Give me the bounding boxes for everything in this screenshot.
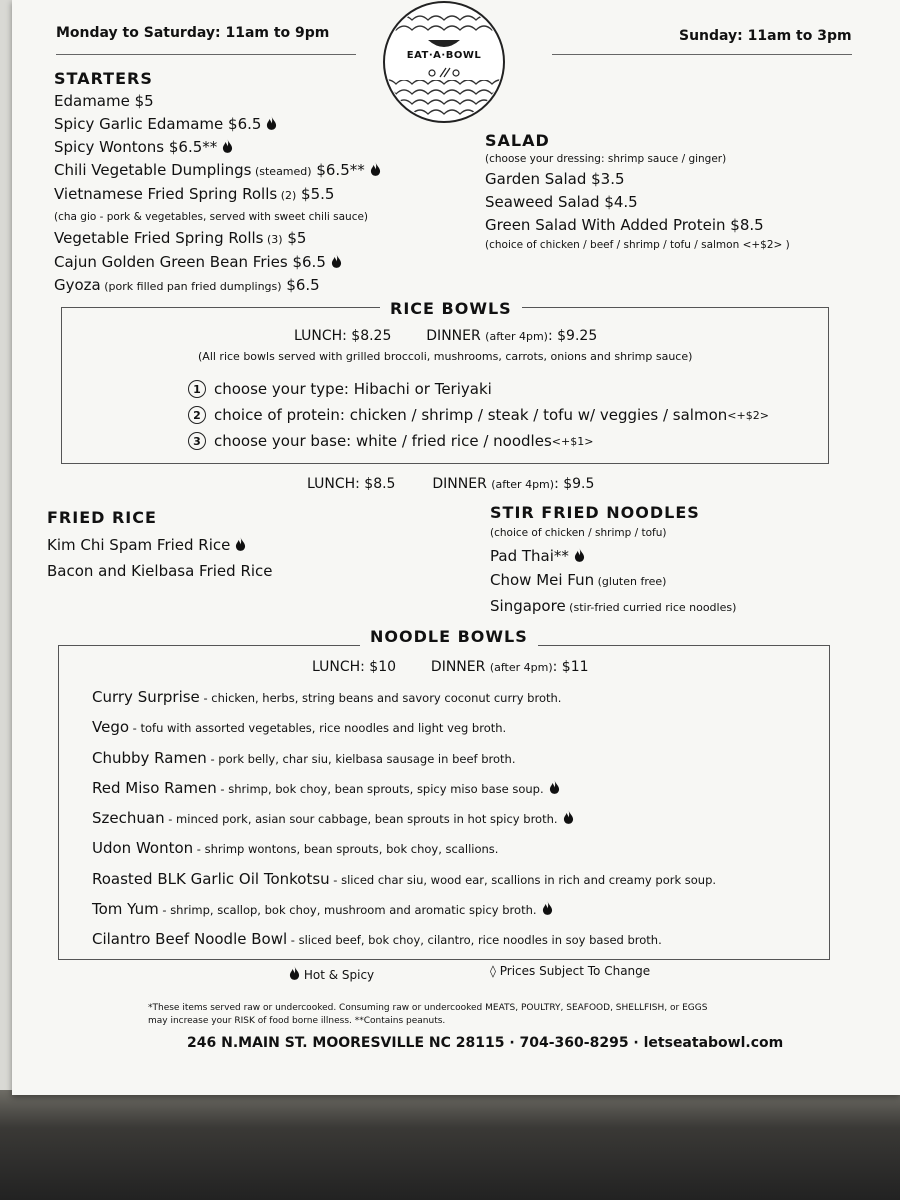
step-text: choose your base: white / fried rice / noodles — [214, 432, 552, 450]
step-number: 2 — [188, 406, 206, 424]
noodle-bowl-item — [92, 865, 716, 895]
starter-detail: (steamed) — [251, 165, 312, 178]
noodle-bowl-desc: - shrimp, bok choy, bean sprouts, spicy miso base soup. — [216, 781, 544, 796]
fried-rice-name: Bacon and Kielbasa Fried Rice — [47, 562, 273, 580]
rice-bowls-dinner-note: (after 4pm) — [485, 330, 548, 343]
starter-name: Vietnamese Fried Spring Rolls — [54, 185, 278, 203]
noodle-bowl-desc: - sliced beef, bok choy, cilantro, rice noodles in soy based broth. — [287, 933, 662, 948]
noodle-bowl-desc: - shrimp, scallop, bok choy, mushroom and aromatic spicy broth. — [158, 903, 537, 918]
starter-name: Spicy Garlic Edamame $6.5 — [54, 115, 262, 133]
mid-dinner-price: : $9.5 — [554, 476, 595, 492]
noodle-bowl-desc: - pork belly, char siu, kielbasa sausage in beef broth. — [206, 751, 516, 766]
logo — [380, 0, 508, 128]
salad-dressing-note: (choose your dressing: shrimp sauce / ginger) — [485, 153, 727, 165]
step-text: choose your type: Hibachi or Teriyaki — [214, 380, 492, 398]
starter-name: Gyoza — [54, 276, 101, 294]
noodle-bowl-name: Red Miso Ramen — [92, 778, 217, 797]
mid-dinner-note: (after 4pm) — [491, 478, 555, 491]
step-upcharge: <+$1> — [551, 434, 594, 448]
starter-item — [54, 136, 381, 159]
mid-dinner-label: DINNER — [432, 476, 487, 492]
disclaimer-line-1: *These items served raw or undercooked. Consuming raw or undercooked MEATS, POULTRY, SEAFOOD, SHELLFISH, or EGGS — [148, 1003, 708, 1013]
hours-rule-left — [56, 54, 356, 55]
rice-bowls-prices — [294, 328, 597, 344]
flame-icon — [235, 537, 246, 552]
starter-name: Edamame $5 — [54, 92, 154, 110]
noodle-dinner-label: DINNER — [430, 659, 486, 675]
stir-fried-item — [490, 568, 736, 594]
logo-text: EAT·A·BOWL — [406, 50, 482, 61]
rice-step — [188, 402, 769, 428]
disclaimer-line-2: may increase your RISK of food borne illness. **Contains peanuts. — [148, 1016, 446, 1026]
noodle-bowl-item — [92, 744, 716, 774]
stir-fried-name: Chow Mei Fun — [490, 571, 595, 589]
noodle-bowl-name: Udon Wonton — [92, 839, 194, 858]
starter-detail: (pork filled pan fried dumplings) — [100, 280, 282, 293]
starter-price: $6.5 — [281, 276, 320, 294]
flame-icon — [563, 810, 574, 825]
noodle-bowl-desc: - sliced char siu, wood ear, scallions in rich and creamy pork soup. — [329, 872, 717, 887]
flame-icon — [266, 116, 277, 131]
flame-icon — [370, 162, 381, 177]
stir-fried-item — [490, 544, 736, 568]
noodle-bowl-desc: - chicken, herbs, string beans and savory coconut curry broth. — [199, 691, 562, 705]
rice-bowls-heading: RICE BOWLS — [380, 299, 522, 318]
prices-note: ◊ Prices Subject To Change — [490, 964, 651, 978]
salad-protein-note: (choice of chicken / beef / shrimp / tofu / salmon <+$2> ) — [485, 239, 790, 251]
rice-bowls-dinner-price: : $9.25 — [547, 328, 598, 344]
starter-price: $6.5** — [311, 161, 365, 179]
step-number: 3 — [188, 432, 206, 450]
salad-item: Garden Salad $3.5 — [485, 170, 625, 188]
fried-rice-list — [47, 532, 273, 584]
starter-item — [54, 251, 381, 274]
stir-fried-heading: STIR FRIED NOODLES — [490, 503, 700, 522]
rice-step — [188, 376, 769, 402]
noodle-bowl-item — [92, 713, 716, 743]
flame-icon — [549, 780, 560, 795]
noodle-bowl-desc: - minced pork, asian sour cabbage, bean sprouts in hot spicy broth. — [164, 812, 558, 827]
noodle-bowl-item — [92, 774, 716, 804]
flame-icon — [542, 901, 553, 916]
noodle-bowl-item — [92, 804, 716, 834]
noodle-bowl-name: Roasted BLK Garlic Oil Tonkotsu — [92, 869, 330, 888]
fried-rice-name: Kim Chi Spam Fried Rice — [47, 536, 231, 554]
step-upcharge: <+$2> — [727, 408, 769, 422]
fried-rice-heading: FRIED RICE — [47, 508, 157, 527]
starter-detail: (2) — [277, 189, 297, 202]
noodle-bowl-item — [92, 834, 716, 864]
menu-page — [12, 0, 900, 1095]
weekday-hours: Monday to Saturday: 11am to 9pm — [56, 25, 330, 41]
mid-lunch: LUNCH: $8.5 — [307, 476, 396, 492]
noodle-bowls-prices — [312, 659, 589, 675]
noodle-bowl-name: Curry Surprise — [92, 688, 200, 706]
noodle-bowl-item — [92, 683, 716, 713]
starter-item — [54, 159, 381, 183]
fried-rice-item — [47, 558, 273, 584]
flame-icon — [574, 548, 585, 563]
flame-icon — [289, 966, 300, 981]
starters-list — [54, 90, 381, 298]
starter-name: Vegetable Fried Spring Rolls — [54, 229, 264, 247]
starter-item — [54, 274, 381, 298]
stir-fried-item — [490, 594, 736, 620]
noodle-bowl-name: Vego — [92, 718, 130, 737]
mid-prices — [307, 476, 594, 492]
noodle-bowls-list — [92, 683, 716, 956]
noodle-bowl-name: Cilantro Beef Noodle Bowl — [92, 930, 288, 949]
flame-icon — [331, 254, 342, 269]
starter-price: $5.5 — [296, 185, 335, 203]
starter-price: $5 — [282, 229, 307, 247]
starter-name: Cajun Golden Green Bean Fries $6.5 — [54, 253, 326, 271]
starters-heading: STARTERS — [54, 69, 153, 88]
rice-bowls-steps — [188, 376, 769, 454]
spicy-legend — [284, 966, 374, 982]
stir-fried-name: Singapore — [490, 597, 566, 615]
starter-name: Spicy Wontons $6.5** — [54, 138, 218, 156]
fried-rice-item — [47, 532, 273, 558]
rice-bowls-note: (All rice bowls served with grilled broccoli, mushrooms, carrots, onions and shrimp sauce) — [198, 350, 693, 363]
spicy-legend-label: Hot & Spicy — [303, 968, 375, 982]
noodle-bowls-heading: NOODLE BOWLS — [360, 627, 538, 646]
flame-icon — [222, 139, 233, 154]
starter-item — [54, 90, 381, 113]
noodle-lunch: LUNCH: $10 — [312, 659, 397, 675]
noodle-bowl-item — [92, 895, 716, 925]
salad-heading: SALAD — [485, 131, 550, 150]
rice-bowls-lunch: LUNCH: $8.25 — [294, 328, 392, 344]
starter-item — [54, 113, 381, 136]
logo-emblem — [380, 0, 508, 128]
salad-list — [485, 168, 764, 237]
stir-fried-note: (choice of chicken / shrimp / tofu) — [490, 527, 667, 539]
table-surface — [0, 1080, 900, 1200]
stir-fried-detail: (stir-fried curried rice noodles) — [565, 601, 737, 614]
stir-fried-list — [490, 544, 736, 620]
rice-bowls-dinner-label: DINNER — [426, 328, 481, 344]
noodle-bowl-desc: - tofu with assorted vegetables, rice noodles and light veg broth. — [129, 721, 507, 736]
noodle-bowl-name: Szechuan — [92, 809, 165, 828]
starter-item — [54, 183, 381, 207]
salad-item: Seaweed Salad $4.5 — [485, 193, 638, 211]
noodle-bowl-name: Chubby Ramen — [92, 748, 207, 767]
noodle-bowl-desc: - shrimp wontons, bean sprouts, bok choy, scallions. — [193, 842, 499, 857]
sunday-hours: Sunday: 11am to 3pm — [679, 28, 852, 44]
step-number: 1 — [188, 380, 206, 398]
noodle-dinner-price: : $11 — [552, 659, 589, 675]
noodle-bowl-name: Tom Yum — [92, 900, 159, 919]
step-text: choice of protein: chicken / shrimp / steak / tofu w/ veggies / salmon — [214, 406, 728, 424]
footer-address: 246 N.MAIN ST. MOORESVILLE NC 28115 · 704-360-8295 · letseatabowl.com — [187, 1035, 784, 1051]
hours-rule-right — [552, 54, 852, 55]
starter-item — [54, 227, 381, 251]
disclaimer — [148, 1002, 707, 1028]
noodle-dinner-note: (after 4pm) — [489, 661, 553, 674]
starter-note: (cha gio - pork & vegetables, served with sweet chili sauce) — [54, 211, 369, 223]
starter-detail: (3) — [263, 233, 283, 246]
rice-step — [188, 428, 769, 454]
salad-item: Green Salad With Added Protein $8.5 — [485, 216, 764, 234]
stir-fried-name: Pad Thai** — [490, 547, 569, 565]
stir-fried-detail: (gluten free) — [594, 575, 667, 588]
noodle-bowl-item — [92, 925, 716, 955]
starter-name: Chili Vegetable Dumplings — [54, 161, 252, 179]
